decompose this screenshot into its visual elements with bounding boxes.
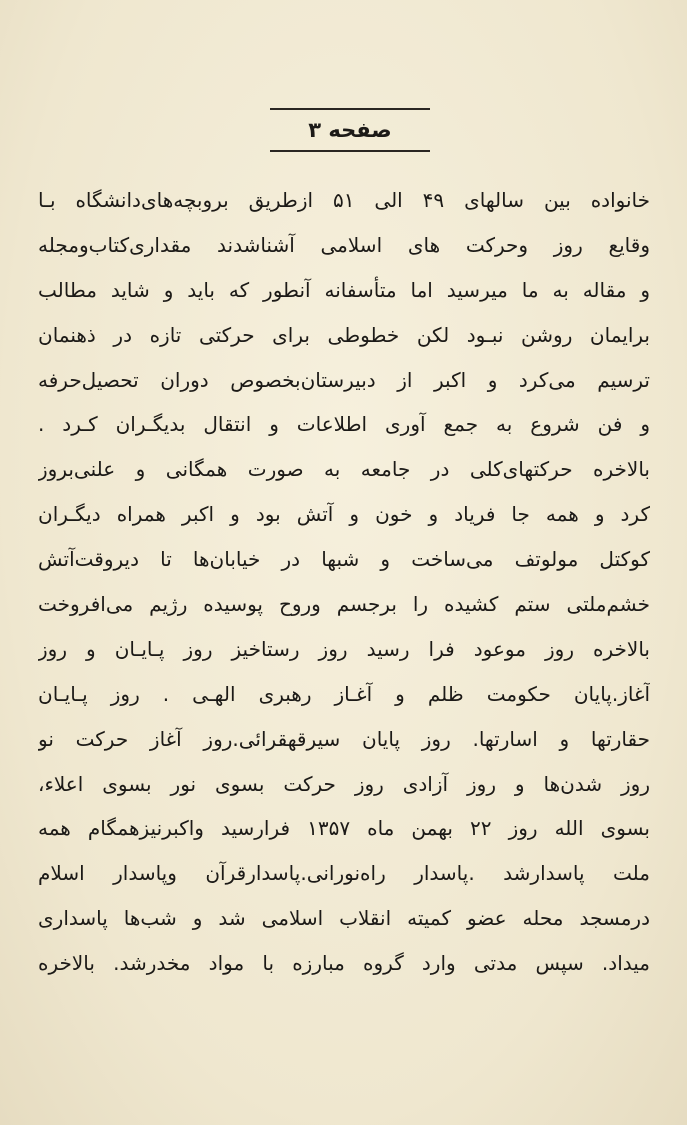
text-line: برایمان روشن نبـود لکن خطوطی برای حرکتی تازه در ذهنمان <box>38 322 650 347</box>
text-line: و فن شروع به جمع آوری اطلاعات و انتقال بدیگـران کـرد . <box>38 412 650 437</box>
text-line: بالاخره حرکتهای‌کلی در جامعه به صورت همگانی و علنی‌بروز <box>38 457 650 482</box>
header-rule-bottom <box>270 150 430 152</box>
text-line: و مقاله به ما میرسید اما متأسفانه آنطور که باید و شاید مطالب <box>38 277 650 302</box>
body-text <box>38 178 650 986</box>
page-title: صفحه ۳ <box>308 118 392 142</box>
text-line: وقایع روز وحرکت های اسلامی آشناشدند مقداری‌کتاب‌ومجله <box>38 232 650 257</box>
text-line: ترسیم می‌کرد و اکبر از دبیرستان‌بخصوص دوران تحصیل‌حرفه <box>38 367 650 392</box>
text-line: کرد و همه جا فریاد و خون و آتش بود و اکبر همراه دیگـران <box>38 502 650 527</box>
text-line: بسوی الله روز ۲۲ بهمن ماه ۱۳۵۷ فرارسید واکبرنیزهمگام همه <box>38 816 650 841</box>
text-line: خانواده بین سالهای ۴۹ الی ۵۱ ازطریق بروبچه‌های‌دانشگاه بـا <box>38 188 650 212</box>
text-line: حقارتها و اسارتها. روز پایان سیرقهقرائی.روز آغاز حرکت نو <box>38 726 650 751</box>
text-line: ملت پاسدارشد .پاسدار راه‌نورانی.پاسدارقرآن وپاسدار اسلام <box>38 861 650 886</box>
text-line: کوکتل مولوتف می‌ساخت و شبها در خیابان‌ها تا دیروقت‌آتش <box>38 547 650 572</box>
header-rule-top <box>270 108 430 110</box>
text-line: خشم‌ملتی ستم کشیده را برجسم وروح پوسیده رژیم می‌افروخت <box>38 592 650 617</box>
text-line: آغاز.پایان حکومت ظلم و آغـاز رهبری الهـی . روز پـایـان <box>38 681 650 706</box>
text-line: روز شدن‌ها و روز آزادی روز حرکت بسوی نور بسوی اعلاء، <box>38 771 650 796</box>
text-line: بالاخره روز موعود فرا رسید روز رستاخیز روز پـایـان و روز <box>38 636 650 661</box>
text-line: میداد. سپس مدتی وارد گروه مبارزه با مواد مخدرشد. بالاخره <box>38 951 650 976</box>
text-line: درمسجد محله عضو کمیته انقلاب اسلامی شد و شب‌ها پاسداری <box>38 906 650 931</box>
